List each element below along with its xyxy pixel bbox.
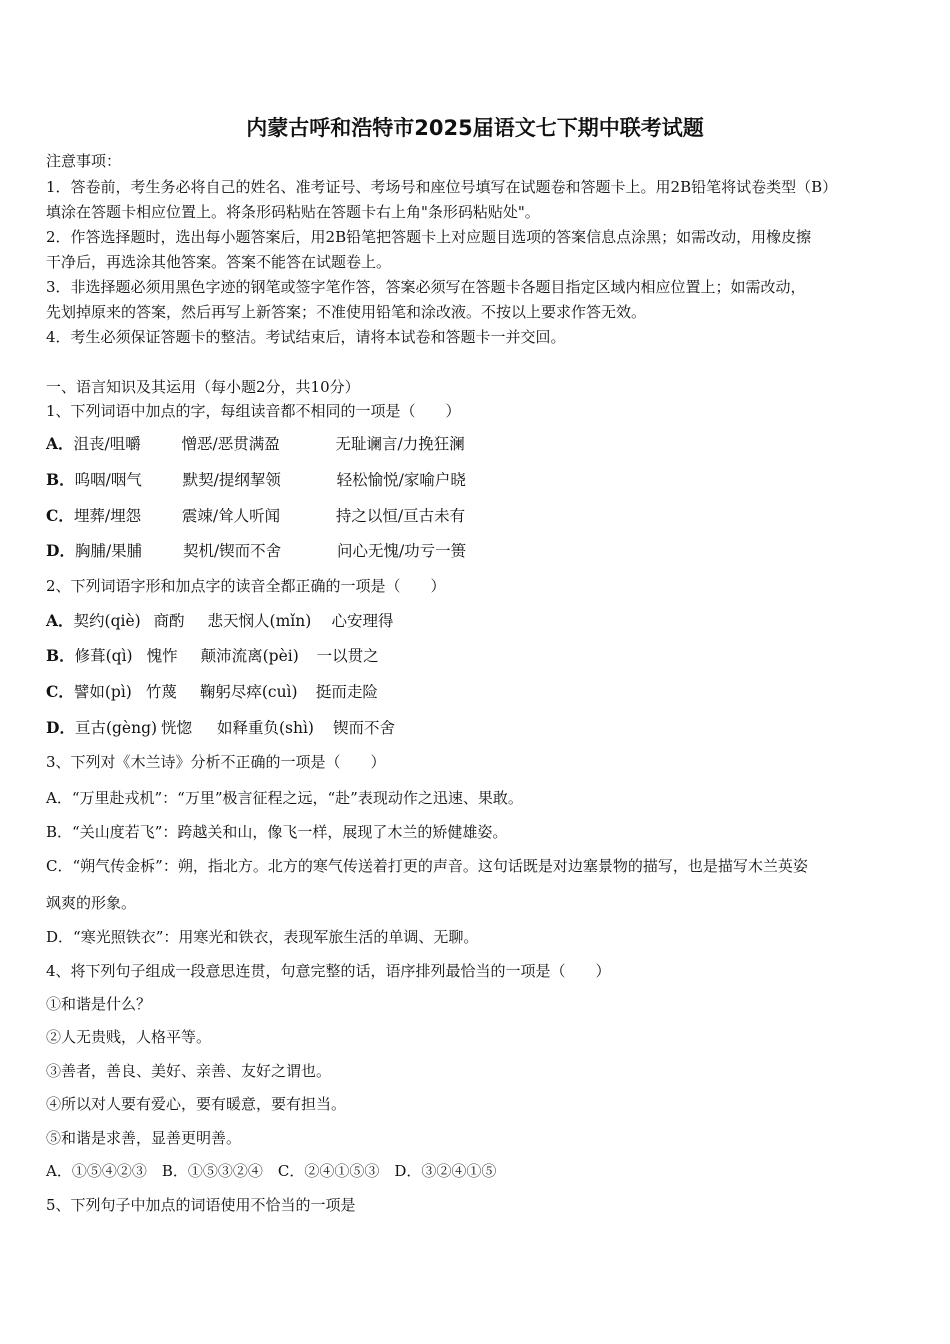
option-part-2: 默契/提纲挈领 bbox=[182, 471, 281, 489]
question-1-stem: 1、下列词语中加点的字，每组读音都不相同的一项是（ ） bbox=[46, 402, 461, 420]
question-1-option-b bbox=[46, 470, 466, 490]
question-4-sentence: ③善者，善良、美好、亲善、友好之谓也。 bbox=[46, 1062, 332, 1080]
page-title: 内蒙古呼和浩特市2025届语文七下期中联考试题 bbox=[246, 116, 704, 140]
question-2-option-a bbox=[46, 611, 394, 631]
option-part-2: 竹蔑 bbox=[145, 683, 177, 701]
option-part-4: 挺而走险 bbox=[315, 683, 378, 701]
option-part-1: 亘古(gèng) bbox=[74, 719, 158, 737]
option-part-1: 契约(qiè) bbox=[73, 612, 141, 630]
option-part-4: 锲而不舍 bbox=[332, 719, 395, 737]
option-part-3: 问心无愧/功亏一篑 bbox=[336, 542, 467, 560]
option-part-3: 如释重负(shì) bbox=[216, 719, 314, 737]
option-label: A． bbox=[46, 611, 74, 630]
option-part-3: 持之以恒/亘古未有 bbox=[335, 507, 466, 525]
question-3-option-a: A．“万里赴戎机”：“万里”极言征程之远，“赴”表现动作之迅速、果敢。 bbox=[46, 789, 523, 807]
question-1-option-a bbox=[46, 434, 465, 454]
option-part-3: 轻松愉悦/家喻户晓 bbox=[336, 471, 466, 489]
option-part-2: 契机/锲而不舍 bbox=[182, 542, 282, 560]
question-4-stem: 4、将下列句子组成一段意思连贯，句意完整的话，语序排列最恰当的一项是（ ） bbox=[46, 962, 611, 980]
question-1-option-d bbox=[46, 541, 466, 561]
option-part-3: 颠沛流离(pèi) bbox=[200, 647, 299, 665]
question-2-stem: 2、下列词语字形和加点字的读音全都正确的一项是（ ） bbox=[46, 577, 446, 595]
option-label: A． bbox=[46, 434, 74, 453]
notice-line: 3．非选择题必须用黑色字迹的钢笔或签字笔作答，答案必须写在答题卡各题目指定区域内相应位置上；如需改动， bbox=[46, 278, 806, 296]
option-part-1: 譬如(pì) bbox=[73, 683, 132, 701]
option-label: D． bbox=[46, 718, 75, 737]
question-4-sentence: ①和谐是什么？ bbox=[46, 995, 152, 1013]
option-part-3: 无耻谰言/力挽狂澜 bbox=[335, 435, 465, 453]
question-3-option-c: C．“朔气传金柝”：朔，指北方。北方的寒气传送着打更的声音。这句话既是对边塞景物的描写，也是描写木兰英姿 bbox=[46, 857, 808, 875]
notice-line: 1．答卷前，考生务必将自己的姓名、准考证号、考场号和座位号填写在试题卷和答题卡上。用2B铅笔将试卷类型（B） bbox=[46, 178, 838, 196]
question-3-option-c-cont: 飒爽的形象。 bbox=[46, 894, 137, 912]
question-3-stem: 3、下列对《木兰诗》分析不正确的一项是（ ） bbox=[46, 753, 386, 771]
option-label: B． bbox=[46, 646, 75, 665]
option-label: C． bbox=[46, 682, 74, 701]
notice-line: 干净后，再选涂其他答案。答案不能答在试题卷上。 bbox=[46, 253, 392, 271]
option-part-2: 震竦/耸人听闻 bbox=[181, 507, 281, 525]
option-part-1: 修葺(qì) bbox=[74, 647, 133, 665]
notice-line: 2．作答选择题时，选出每小题答案后，用2B铅笔把答题卡上对应题目选项的答案信息点涂黑；如需改动，用橡皮擦 bbox=[46, 228, 812, 246]
option-part-1: 呜咽/咽气 bbox=[74, 471, 142, 489]
option-part-3: 悲天悯人(mǐn) bbox=[207, 612, 312, 630]
question-3-option-d: D．“寒光照铁衣”：用寒光和铁衣，表现军旅生活的单调、无聊。 bbox=[46, 928, 479, 946]
option-label: C． bbox=[46, 506, 74, 525]
question-4-answers: A．①⑤④②③ B．①⑤③②④ C．②④①⑤③ D．③②④①⑤ bbox=[46, 1162, 497, 1180]
option-label: B． bbox=[46, 470, 75, 489]
question-4-sentence: ④所以对人要有爱心，要有暖意，要有担当。 bbox=[46, 1095, 347, 1113]
section-heading: 一、语言知识及其运用（每小题2分，共10分） bbox=[46, 378, 360, 396]
option-label: D． bbox=[46, 541, 75, 560]
option-part-2: 商酌 bbox=[153, 612, 185, 630]
option-part-1: 沮丧/咀嚼 bbox=[73, 435, 141, 453]
question-5-stem: 5、下列句子中加点的词语使用不恰当的一项是 bbox=[46, 1196, 356, 1214]
option-part-2: 憎恶/恶贯满盈 bbox=[181, 435, 280, 453]
question-2-option-c bbox=[46, 682, 378, 702]
notice-line: 填涂在答题卡相应位置上。将条形码粘贴在答题卡右上角"条形码粘贴处"。 bbox=[46, 203, 540, 221]
option-part-2: 恍惚 bbox=[160, 719, 192, 737]
question-3-option-b: B．“关山度若飞”：跨越关和山，像飞一样，展现了木兰的矫健雄姿。 bbox=[46, 823, 508, 841]
option-part-3: 鞠躬尽瘁(cuì) bbox=[199, 683, 298, 701]
question-2-option-b bbox=[46, 646, 379, 666]
notice-line: 4．考生必须保证答题卡的整洁。考试结束后，请将本试卷和答题卡一并交回。 bbox=[46, 328, 566, 346]
question-4-sentence: ②人无贵贱，人格平等。 bbox=[46, 1028, 212, 1046]
option-part-1: 胸脯/果脯 bbox=[74, 542, 143, 560]
option-part-4: 心安理得 bbox=[331, 612, 394, 630]
option-part-2: 愧怍 bbox=[146, 647, 178, 665]
question-2-option-d bbox=[46, 718, 395, 738]
question-1-option-c bbox=[46, 506, 465, 526]
question-4-sentence: ⑤和谐是求善，显善更明善。 bbox=[46, 1129, 242, 1147]
option-part-4: 一以贯之 bbox=[316, 647, 379, 665]
option-part-1: 埋葬/埋怨 bbox=[73, 507, 142, 525]
notice-line: 先划掉原来的答案，然后再写上新答案；不准使用铅笔和涂改液。不按以上要求作答无效。 bbox=[46, 303, 647, 321]
notice-heading: 注意事项： bbox=[46, 152, 122, 170]
